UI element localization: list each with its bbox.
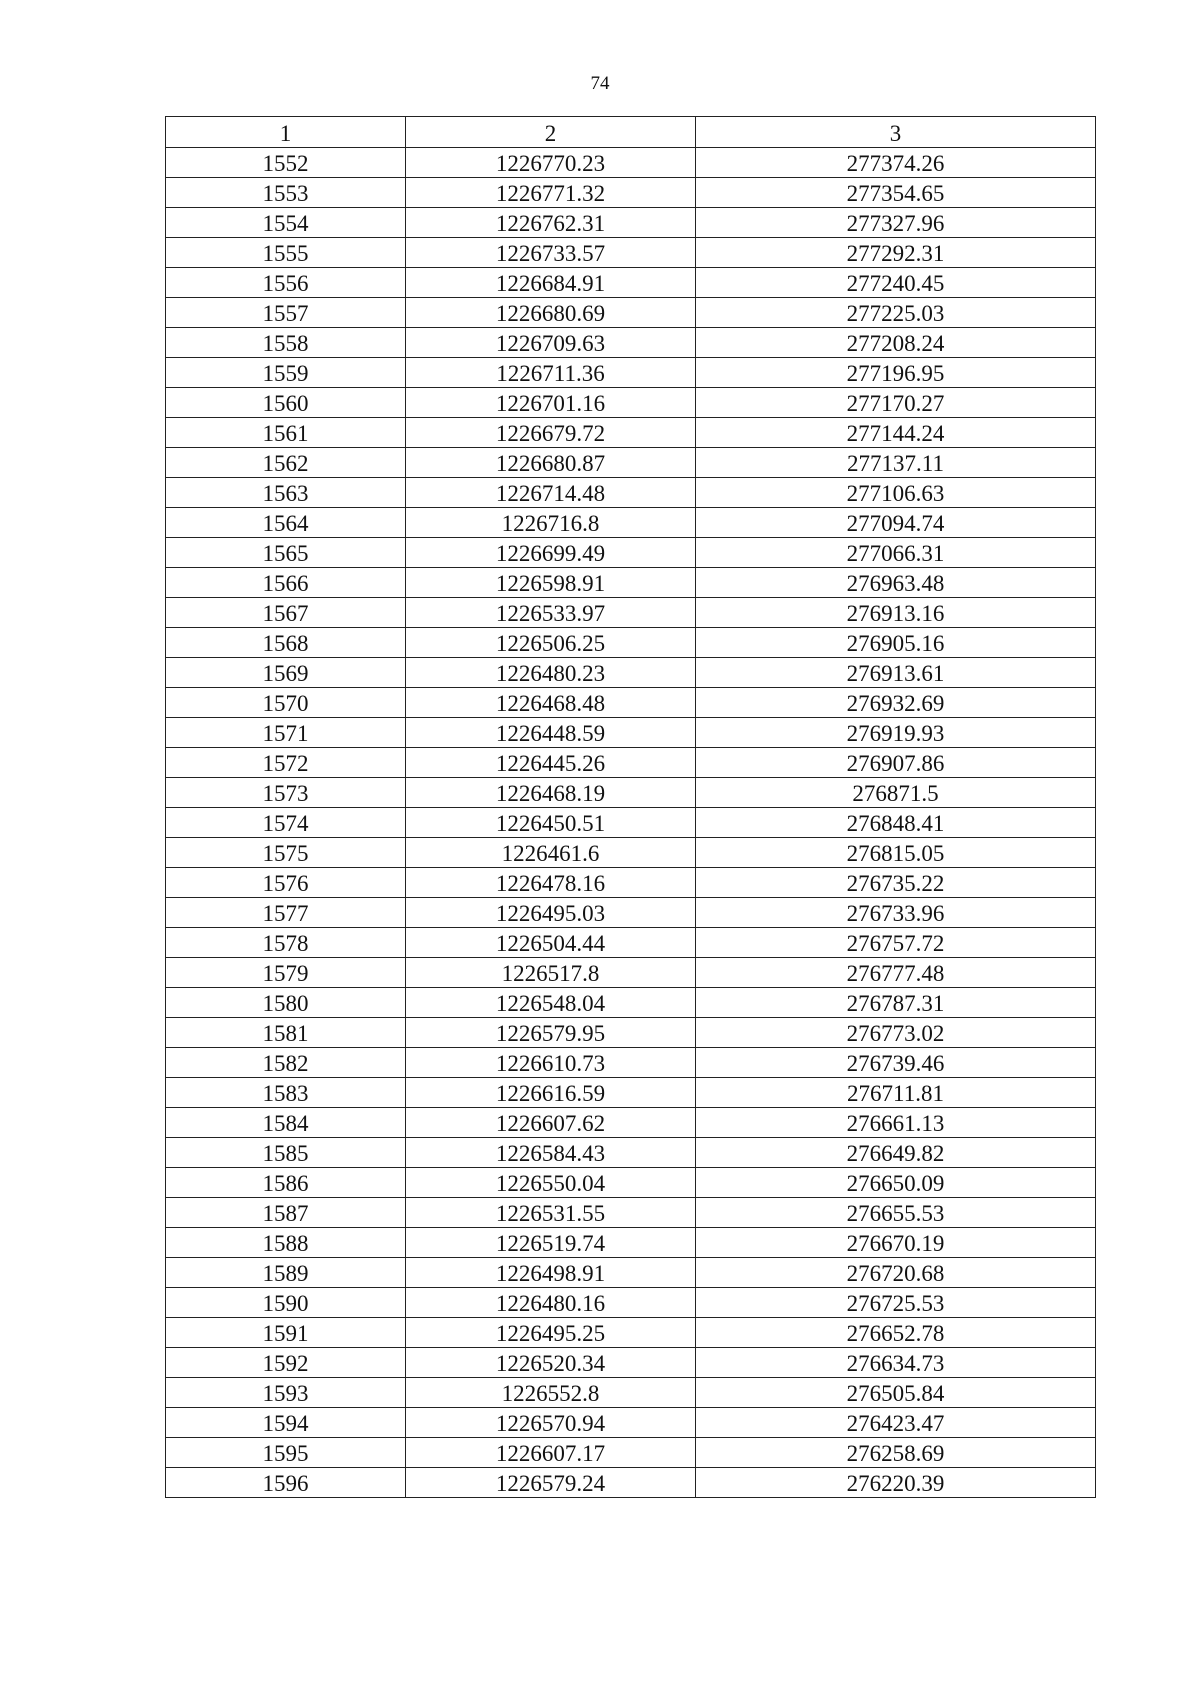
table-row xyxy=(166,808,1096,838)
y-coordinate-cell: 276913.61 xyxy=(696,658,1096,688)
table-row xyxy=(166,1198,1096,1228)
column-header: 1 xyxy=(166,117,406,148)
point-number-cell: 1566 xyxy=(166,568,406,598)
table-row xyxy=(166,1468,1096,1498)
x-coordinate-cell: 1226448.59 xyxy=(406,718,696,748)
x-coordinate-cell: 1226548.04 xyxy=(406,988,696,1018)
x-coordinate-cell: 1226701.16 xyxy=(406,388,696,418)
y-coordinate-cell: 276720.68 xyxy=(696,1258,1096,1288)
point-number-cell: 1559 xyxy=(166,358,406,388)
table-row xyxy=(166,328,1096,358)
x-coordinate-cell: 1226519.74 xyxy=(406,1228,696,1258)
table-row xyxy=(166,238,1096,268)
column-header: 3 xyxy=(696,117,1096,148)
x-coordinate-cell: 1226552.8 xyxy=(406,1378,696,1408)
table-row xyxy=(166,148,1096,178)
point-number-cell: 1571 xyxy=(166,718,406,748)
x-coordinate-cell: 1226498.91 xyxy=(406,1258,696,1288)
y-coordinate-cell: 276815.05 xyxy=(696,838,1096,868)
y-coordinate-cell: 276258.69 xyxy=(696,1438,1096,1468)
y-coordinate-cell: 276711.81 xyxy=(696,1078,1096,1108)
y-coordinate-cell: 276905.16 xyxy=(696,628,1096,658)
x-coordinate-cell: 1226584.43 xyxy=(406,1138,696,1168)
point-number-cell: 1584 xyxy=(166,1108,406,1138)
y-coordinate-cell: 276757.72 xyxy=(696,928,1096,958)
table-row xyxy=(166,718,1096,748)
table-row xyxy=(166,448,1096,478)
y-coordinate-cell: 277144.24 xyxy=(696,418,1096,448)
x-coordinate-cell: 1226579.95 xyxy=(406,1018,696,1048)
point-number-cell: 1583 xyxy=(166,1078,406,1108)
column-header: 2 xyxy=(406,117,696,148)
y-coordinate-cell: 276919.93 xyxy=(696,718,1096,748)
x-coordinate-cell: 1226684.91 xyxy=(406,268,696,298)
y-coordinate-cell: 276907.86 xyxy=(696,748,1096,778)
point-number-cell: 1556 xyxy=(166,268,406,298)
x-coordinate-cell: 1226762.31 xyxy=(406,208,696,238)
table-row xyxy=(166,748,1096,778)
x-coordinate-cell: 1226478.16 xyxy=(406,868,696,898)
x-coordinate-cell: 1226679.72 xyxy=(406,418,696,448)
point-number-cell: 1578 xyxy=(166,928,406,958)
point-number-cell: 1586 xyxy=(166,1168,406,1198)
table-row xyxy=(166,658,1096,688)
table-header-row xyxy=(166,117,1096,148)
y-coordinate-cell: 276871.5 xyxy=(696,778,1096,808)
point-number-cell: 1593 xyxy=(166,1378,406,1408)
y-coordinate-cell: 276652.78 xyxy=(696,1318,1096,1348)
point-number-cell: 1570 xyxy=(166,688,406,718)
y-coordinate-cell: 277292.31 xyxy=(696,238,1096,268)
y-coordinate-cell: 276220.39 xyxy=(696,1468,1096,1498)
y-coordinate-cell: 277208.24 xyxy=(696,328,1096,358)
table-row xyxy=(166,358,1096,388)
page-number: 74 xyxy=(590,73,610,94)
y-coordinate-cell: 276773.02 xyxy=(696,1018,1096,1048)
x-coordinate-cell: 1226480.23 xyxy=(406,658,696,688)
x-coordinate-cell: 1226699.49 xyxy=(406,538,696,568)
y-coordinate-cell: 277327.96 xyxy=(696,208,1096,238)
x-coordinate-cell: 1226531.55 xyxy=(406,1198,696,1228)
x-coordinate-cell: 1226709.63 xyxy=(406,328,696,358)
x-coordinate-cell: 1226517.8 xyxy=(406,958,696,988)
y-coordinate-cell: 276650.09 xyxy=(696,1168,1096,1198)
y-coordinate-cell: 276733.96 xyxy=(696,898,1096,928)
point-number-cell: 1585 xyxy=(166,1138,406,1168)
point-number-cell: 1595 xyxy=(166,1438,406,1468)
x-coordinate-cell: 1226680.87 xyxy=(406,448,696,478)
y-coordinate-cell: 276848.41 xyxy=(696,808,1096,838)
table-row xyxy=(166,178,1096,208)
x-coordinate-cell: 1226607.62 xyxy=(406,1108,696,1138)
x-coordinate-cell: 1226733.57 xyxy=(406,238,696,268)
table-row xyxy=(166,508,1096,538)
table-row xyxy=(166,628,1096,658)
table-row xyxy=(166,418,1096,448)
table-row xyxy=(166,1048,1096,1078)
table-row xyxy=(166,688,1096,718)
point-number-cell: 1561 xyxy=(166,418,406,448)
x-coordinate-cell: 1226570.94 xyxy=(406,1408,696,1438)
y-coordinate-cell: 276787.31 xyxy=(696,988,1096,1018)
x-coordinate-cell: 1226480.16 xyxy=(406,1288,696,1318)
point-number-cell: 1575 xyxy=(166,838,406,868)
x-coordinate-cell: 1226533.97 xyxy=(406,598,696,628)
y-coordinate-cell: 276649.82 xyxy=(696,1138,1096,1168)
point-number-cell: 1589 xyxy=(166,1258,406,1288)
point-number-cell: 1581 xyxy=(166,1018,406,1048)
table-row xyxy=(166,1438,1096,1468)
y-coordinate-cell: 276739.46 xyxy=(696,1048,1096,1078)
table-row xyxy=(166,388,1096,418)
y-coordinate-cell: 277225.03 xyxy=(696,298,1096,328)
x-coordinate-cell: 1226504.44 xyxy=(406,928,696,958)
x-coordinate-cell: 1226598.91 xyxy=(406,568,696,598)
table-row xyxy=(166,928,1096,958)
point-number-cell: 1567 xyxy=(166,598,406,628)
table-row xyxy=(166,1348,1096,1378)
y-coordinate-cell: 277137.11 xyxy=(696,448,1096,478)
point-number-cell: 1564 xyxy=(166,508,406,538)
point-number-cell: 1563 xyxy=(166,478,406,508)
x-coordinate-cell: 1226495.25 xyxy=(406,1318,696,1348)
point-number-cell: 1568 xyxy=(166,628,406,658)
point-number-cell: 1582 xyxy=(166,1048,406,1078)
table-row xyxy=(166,778,1096,808)
table-row xyxy=(166,1018,1096,1048)
y-coordinate-cell: 277170.27 xyxy=(696,388,1096,418)
y-coordinate-cell: 276777.48 xyxy=(696,958,1096,988)
x-coordinate-cell: 1226680.69 xyxy=(406,298,696,328)
point-number-cell: 1580 xyxy=(166,988,406,1018)
y-coordinate-cell: 277106.63 xyxy=(696,478,1096,508)
y-coordinate-cell: 277354.65 xyxy=(696,178,1096,208)
x-coordinate-cell: 1226550.04 xyxy=(406,1168,696,1198)
y-coordinate-cell: 277066.31 xyxy=(696,538,1096,568)
table-row xyxy=(166,1378,1096,1408)
point-number-cell: 1588 xyxy=(166,1228,406,1258)
table-row xyxy=(166,898,1096,928)
x-coordinate-cell: 1226579.24 xyxy=(406,1468,696,1498)
point-number-cell: 1554 xyxy=(166,208,406,238)
x-coordinate-cell: 1226610.73 xyxy=(406,1048,696,1078)
table-row xyxy=(166,1168,1096,1198)
table-row xyxy=(166,538,1096,568)
table-row xyxy=(166,568,1096,598)
table-row xyxy=(166,1138,1096,1168)
point-number-cell: 1558 xyxy=(166,328,406,358)
x-coordinate-cell: 1226711.36 xyxy=(406,358,696,388)
point-number-cell: 1557 xyxy=(166,298,406,328)
x-coordinate-cell: 1226461.6 xyxy=(406,838,696,868)
y-coordinate-cell: 276423.47 xyxy=(696,1408,1096,1438)
point-number-cell: 1577 xyxy=(166,898,406,928)
table-row xyxy=(166,868,1096,898)
y-coordinate-cell: 277240.45 xyxy=(696,268,1096,298)
x-coordinate-cell: 1226468.48 xyxy=(406,688,696,718)
x-coordinate-cell: 1226520.34 xyxy=(406,1348,696,1378)
y-coordinate-cell: 277196.95 xyxy=(696,358,1096,388)
point-number-cell: 1552 xyxy=(166,148,406,178)
y-coordinate-cell: 277374.26 xyxy=(696,148,1096,178)
point-number-cell: 1576 xyxy=(166,868,406,898)
table-row xyxy=(166,1318,1096,1348)
table-row xyxy=(166,478,1096,508)
point-number-cell: 1587 xyxy=(166,1198,406,1228)
table-row xyxy=(166,958,1096,988)
x-coordinate-cell: 1226714.48 xyxy=(406,478,696,508)
point-number-cell: 1553 xyxy=(166,178,406,208)
point-number-cell: 1569 xyxy=(166,658,406,688)
table-row xyxy=(166,298,1096,328)
table-row xyxy=(166,988,1096,1018)
x-coordinate-cell: 1226607.17 xyxy=(406,1438,696,1468)
y-coordinate-cell: 277094.74 xyxy=(696,508,1096,538)
y-coordinate-cell: 276963.48 xyxy=(696,568,1096,598)
y-coordinate-cell: 276932.69 xyxy=(696,688,1096,718)
coordinates-table xyxy=(165,116,1096,1498)
point-number-cell: 1590 xyxy=(166,1288,406,1318)
point-number-cell: 1592 xyxy=(166,1348,406,1378)
x-coordinate-cell: 1226616.59 xyxy=(406,1078,696,1108)
y-coordinate-cell: 276725.53 xyxy=(696,1288,1096,1318)
table-row xyxy=(166,208,1096,238)
y-coordinate-cell: 276670.19 xyxy=(696,1228,1096,1258)
table-row xyxy=(166,1408,1096,1438)
table-row xyxy=(166,268,1096,298)
x-coordinate-cell: 1226770.23 xyxy=(406,148,696,178)
table-body xyxy=(166,117,1096,1498)
table-row xyxy=(166,838,1096,868)
point-number-cell: 1572 xyxy=(166,748,406,778)
table-row xyxy=(166,1108,1096,1138)
table-row xyxy=(166,1078,1096,1108)
y-coordinate-cell: 276655.53 xyxy=(696,1198,1096,1228)
x-coordinate-cell: 1226468.19 xyxy=(406,778,696,808)
y-coordinate-cell: 276735.22 xyxy=(696,868,1096,898)
point-number-cell: 1579 xyxy=(166,958,406,988)
y-coordinate-cell: 276913.16 xyxy=(696,598,1096,628)
point-number-cell: 1594 xyxy=(166,1408,406,1438)
point-number-cell: 1591 xyxy=(166,1318,406,1348)
x-coordinate-cell: 1226495.03 xyxy=(406,898,696,928)
point-number-cell: 1565 xyxy=(166,538,406,568)
table-row xyxy=(166,1228,1096,1258)
x-coordinate-cell: 1226506.25 xyxy=(406,628,696,658)
table-row xyxy=(166,1288,1096,1318)
point-number-cell: 1562 xyxy=(166,448,406,478)
point-number-cell: 1560 xyxy=(166,388,406,418)
table-row xyxy=(166,598,1096,628)
point-number-cell: 1573 xyxy=(166,778,406,808)
x-coordinate-cell: 1226445.26 xyxy=(406,748,696,778)
x-coordinate-cell: 1226716.8 xyxy=(406,508,696,538)
x-coordinate-cell: 1226771.32 xyxy=(406,178,696,208)
y-coordinate-cell: 276634.73 xyxy=(696,1348,1096,1378)
point-number-cell: 1596 xyxy=(166,1468,406,1498)
point-number-cell: 1574 xyxy=(166,808,406,838)
y-coordinate-cell: 276505.84 xyxy=(696,1378,1096,1408)
y-coordinate-cell: 276661.13 xyxy=(696,1108,1096,1138)
x-coordinate-cell: 1226450.51 xyxy=(406,808,696,838)
point-number-cell: 1555 xyxy=(166,238,406,268)
table-row xyxy=(166,1258,1096,1288)
